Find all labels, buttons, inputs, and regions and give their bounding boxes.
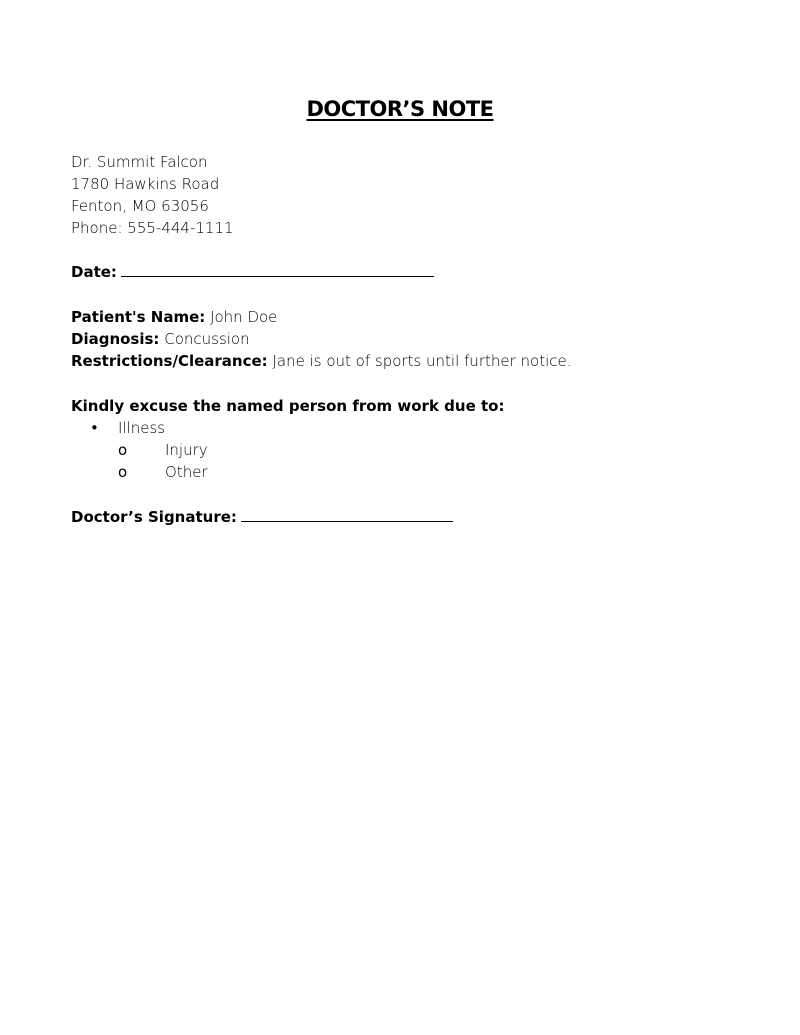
doctor-name: Dr. Summit Falcon bbox=[71, 153, 208, 171]
diagnosis-value: Concussion bbox=[164, 330, 250, 348]
restrictions-label: Restrictions/Clearance: bbox=[71, 352, 268, 370]
patient-name-row bbox=[71, 306, 277, 328]
page-title: DOCTOR’S NOTE bbox=[306, 97, 494, 121]
diagnosis-label: Diagnosis: bbox=[71, 330, 160, 348]
list-item-injury: Injury bbox=[165, 441, 208, 459]
date-label: Date: bbox=[71, 263, 117, 281]
diagnosis-row bbox=[71, 328, 250, 350]
signature-row bbox=[71, 506, 453, 528]
list-item-other: Other bbox=[165, 463, 208, 481]
patient-name-label: Patient's Name: bbox=[71, 308, 206, 326]
signature-label: Doctor’s Signature: bbox=[71, 508, 237, 526]
date-blank-line[interactable] bbox=[121, 261, 434, 277]
list-item-illness: Illness bbox=[118, 419, 166, 437]
patient-name-value: John Doe bbox=[210, 308, 278, 326]
restrictions-value: Jane is out of sports until further notice. bbox=[272, 352, 572, 370]
doctor-address-line1: 1780 Hawkins Road bbox=[71, 175, 220, 193]
restrictions-row bbox=[71, 350, 572, 372]
excuse-heading: Kindly excuse the named person from work due to: bbox=[71, 397, 505, 415]
doctor-address-line2: Fenton, MO 63056 bbox=[71, 197, 209, 215]
signature-blank-line[interactable] bbox=[241, 506, 453, 522]
sub-bullet-icon: o bbox=[118, 463, 128, 481]
doctor-phone: Phone: 555-444-1111 bbox=[71, 219, 234, 237]
bullet-icon: • bbox=[90, 419, 99, 437]
sub-bullet-icon: o bbox=[118, 441, 128, 459]
date-row bbox=[71, 261, 434, 283]
